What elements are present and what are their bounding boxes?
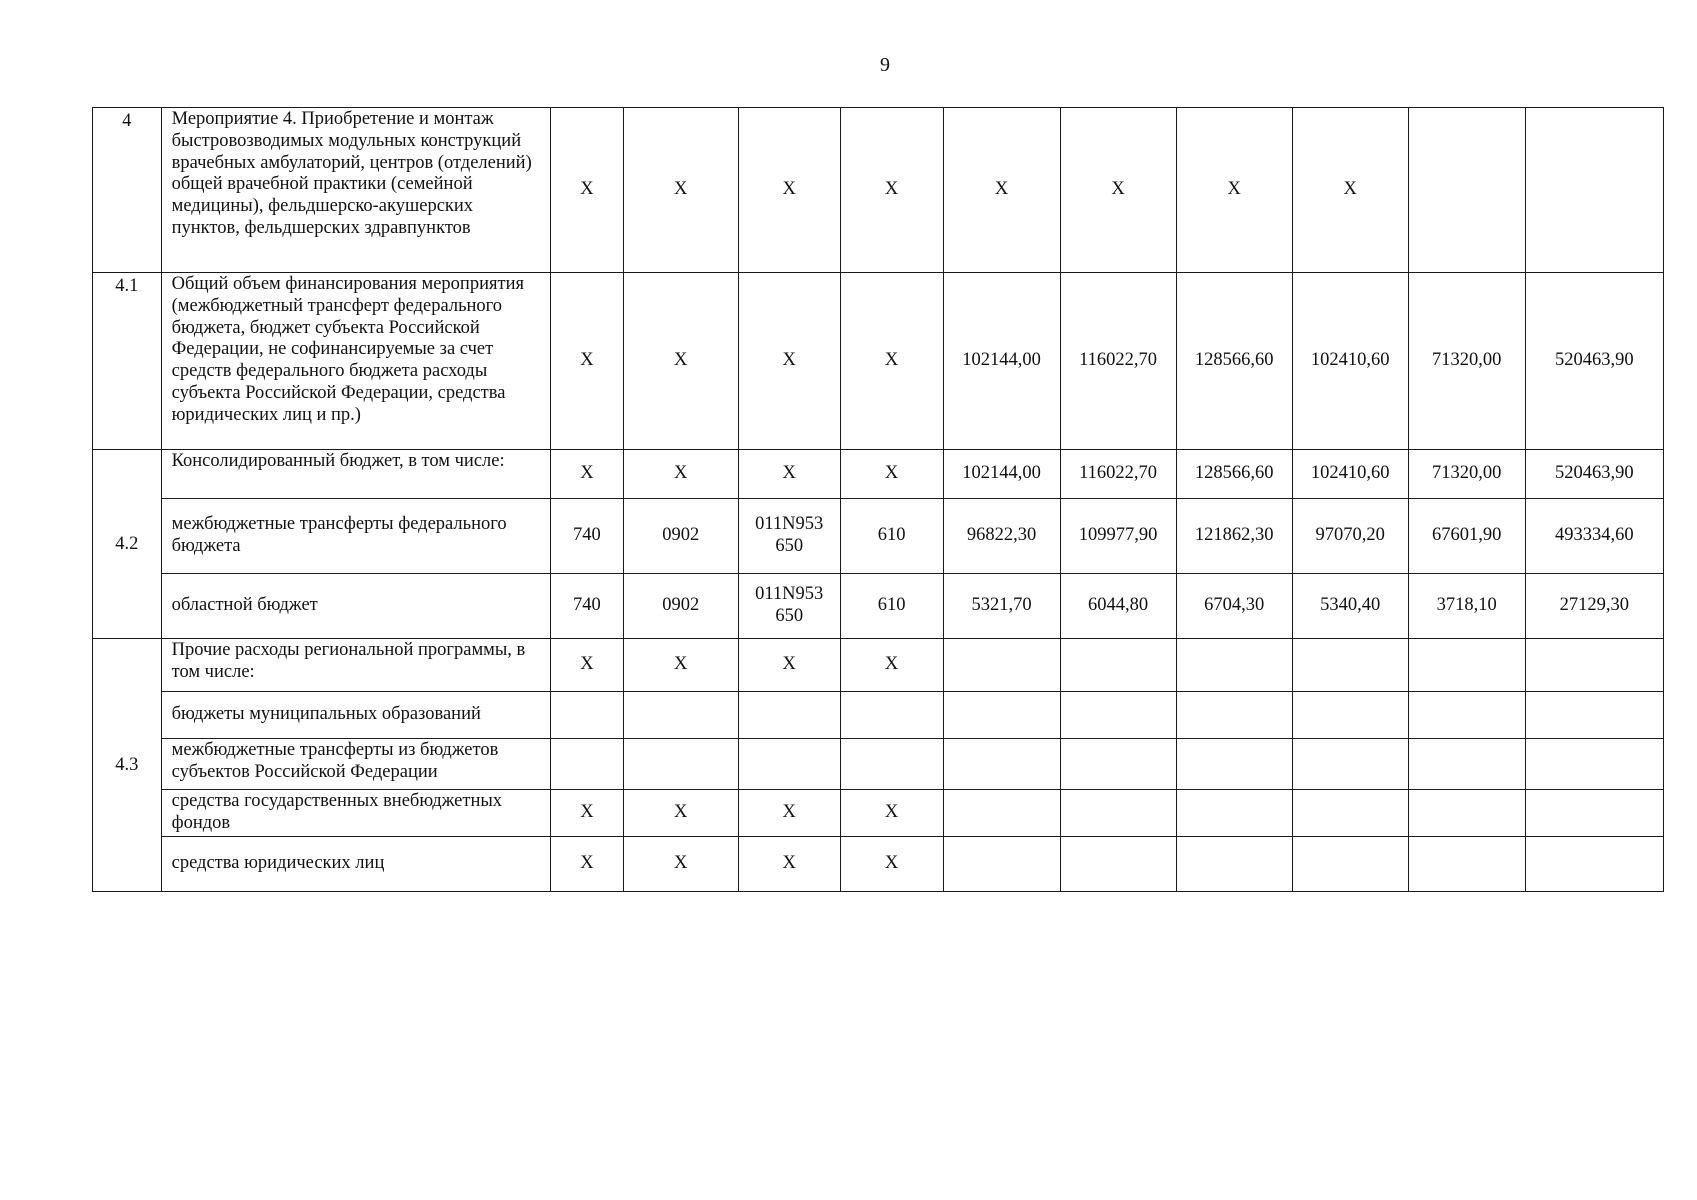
table-cell <box>943 790 1060 837</box>
table-cell <box>943 692 1060 739</box>
table-cell <box>1176 837 1292 892</box>
table-cell: X <box>840 639 943 692</box>
table-cell: 116022,70 <box>1060 450 1176 499</box>
table-cell: 0902 <box>623 499 738 574</box>
table-cell: 96822,30 <box>943 499 1060 574</box>
table-cell: 740 <box>551 574 624 639</box>
table-cell <box>943 739 1060 790</box>
table-cell <box>1292 739 1408 790</box>
table-cell <box>1176 790 1292 837</box>
table-row <box>93 574 1664 639</box>
table-cell: X <box>738 837 840 892</box>
table-row <box>93 639 1664 692</box>
table-cell: 493334,60 <box>1525 499 1663 574</box>
table-cell: 0902 <box>623 574 738 639</box>
table-cell: X <box>738 273 840 450</box>
table-cell: 121862,30 <box>1176 499 1292 574</box>
table-cell <box>943 639 1060 692</box>
row-description: бюджеты муниципальных образований <box>161 692 550 739</box>
table-cell: X <box>623 108 738 273</box>
row-description: Мероприятие 4. Приобретение и монтаж быстровозводимых модульных конструкций врачебных амбулаторий, центров (отделений) общей врачебной практики (семейной медицины), фельдшерско-акушерских пунктов, фельдшерских здравпунктов <box>161 108 550 273</box>
table-cell: 520463,90 <box>1525 450 1663 499</box>
table-row <box>93 837 1664 892</box>
table-cell: X <box>551 639 624 692</box>
table-cell <box>840 739 943 790</box>
table-cell: 011N953 650 <box>738 499 840 574</box>
table-cell: X <box>738 450 840 499</box>
table-cell: 610 <box>840 499 943 574</box>
table-cell <box>1525 692 1663 739</box>
table-cell <box>1292 790 1408 837</box>
table-cell: 128566,60 <box>1176 450 1292 499</box>
table-row <box>93 739 1664 790</box>
table-cell <box>1060 639 1176 692</box>
table-cell: X <box>840 273 943 450</box>
row-number: 4.3 <box>93 639 162 892</box>
table-cell: 520463,90 <box>1525 273 1663 450</box>
table-cell: X <box>738 108 840 273</box>
table-cell <box>1525 790 1663 837</box>
table-cell <box>1292 692 1408 739</box>
table-cell <box>1292 639 1408 692</box>
table-cell <box>623 692 738 739</box>
table-cell: X <box>551 450 624 499</box>
row-description: Общий объем финансирования мероприятия (межбюджетный трансферт федерального бюджета, бюджет субъекта Российской Федерации, не софинансируемые за счет средств федерального бюджета расходы субъекта Российской Федерации, средства юридических лиц и пр.) <box>161 273 550 450</box>
table-cell <box>1408 692 1525 739</box>
table-cell: X <box>840 108 943 273</box>
row-number: 4.1 <box>93 273 162 450</box>
table-cell: 6044,80 <box>1060 574 1176 639</box>
table-cell <box>1176 692 1292 739</box>
table-cell: 116022,70 <box>1060 273 1176 450</box>
row-description: межбюджетные трансферты федерального бюджета <box>161 499 550 574</box>
table-cell: 27129,30 <box>1525 574 1663 639</box>
table-cell: X <box>551 108 624 273</box>
table-cell: X <box>623 450 738 499</box>
table-cell: X <box>738 790 840 837</box>
table-cell: X <box>551 273 624 450</box>
table-cell <box>738 692 840 739</box>
table-cell: 71320,00 <box>1408 273 1525 450</box>
table-cell <box>1060 692 1176 739</box>
table-cell: 011N953 650 <box>738 574 840 639</box>
table-cell <box>1176 739 1292 790</box>
table-cell <box>1408 790 1525 837</box>
table-cell: X <box>738 639 840 692</box>
table-cell: X <box>623 273 738 450</box>
table-row <box>93 692 1664 739</box>
table-cell: X <box>623 639 738 692</box>
table-cell <box>1408 639 1525 692</box>
table-cell <box>1060 790 1176 837</box>
table-cell <box>623 739 738 790</box>
table-cell <box>943 837 1060 892</box>
table-cell: 610 <box>840 574 943 639</box>
table-cell: 3718,10 <box>1408 574 1525 639</box>
table-cell: X <box>1292 108 1408 273</box>
table-cell: X <box>840 450 943 499</box>
row-description: межбюджетные трансферты из бюджетов субъектов Российской Федерации <box>161 739 550 790</box>
table-cell <box>738 739 840 790</box>
table-row <box>93 273 1664 450</box>
table-cell: 128566,60 <box>1176 273 1292 450</box>
row-description: средства юридических лиц <box>161 837 550 892</box>
table-cell <box>551 739 624 790</box>
table-cell: 109977,90 <box>1060 499 1176 574</box>
table-cell: X <box>1060 108 1176 273</box>
table-row <box>93 108 1664 273</box>
table-cell <box>1408 108 1525 273</box>
row-description: средства государственных внебюджетных фондов <box>161 790 550 837</box>
table-cell: 102410,60 <box>1292 273 1408 450</box>
table-cell <box>1408 837 1525 892</box>
table-cell: 740 <box>551 499 624 574</box>
row-description: Консолидированный бюджет, в том числе: <box>161 450 550 499</box>
table-cell: 5321,70 <box>943 574 1060 639</box>
table-cell: 6704,30 <box>1176 574 1292 639</box>
table-cell: 102410,60 <box>1292 450 1408 499</box>
table-cell <box>840 692 943 739</box>
budget-table <box>92 107 1664 892</box>
table-cell: X <box>840 790 943 837</box>
table-cell <box>1292 837 1408 892</box>
page-number: 9 <box>880 54 890 76</box>
table-cell: X <box>551 837 624 892</box>
table-cell: X <box>623 790 738 837</box>
table-cell: X <box>551 790 624 837</box>
table-cell <box>1060 739 1176 790</box>
table-cell <box>1176 639 1292 692</box>
table-cell <box>1525 837 1663 892</box>
table-cell: 97070,20 <box>1292 499 1408 574</box>
row-description: областной бюджет <box>161 574 550 639</box>
table-cell <box>551 692 624 739</box>
table-cell: X <box>840 837 943 892</box>
table-cell <box>1060 837 1176 892</box>
table-cell: 67601,90 <box>1408 499 1525 574</box>
table-cell: X <box>623 837 738 892</box>
table-cell <box>1525 639 1663 692</box>
table-row <box>93 499 1664 574</box>
table-cell: 102144,00 <box>943 450 1060 499</box>
table-cell: 102144,00 <box>943 273 1060 450</box>
table-cell: X <box>943 108 1060 273</box>
row-number: 4 <box>93 108 162 273</box>
row-number: 4.2 <box>93 450 162 639</box>
table-row <box>93 450 1664 499</box>
table-cell: X <box>1176 108 1292 273</box>
table-cell <box>1408 739 1525 790</box>
table-cell: 71320,00 <box>1408 450 1525 499</box>
table-row <box>93 790 1664 837</box>
table-cell: 5340,40 <box>1292 574 1408 639</box>
row-description: Прочие расходы региональной программы, в том числе: <box>161 639 550 692</box>
table-cell <box>1525 739 1663 790</box>
table-cell <box>1525 108 1663 273</box>
